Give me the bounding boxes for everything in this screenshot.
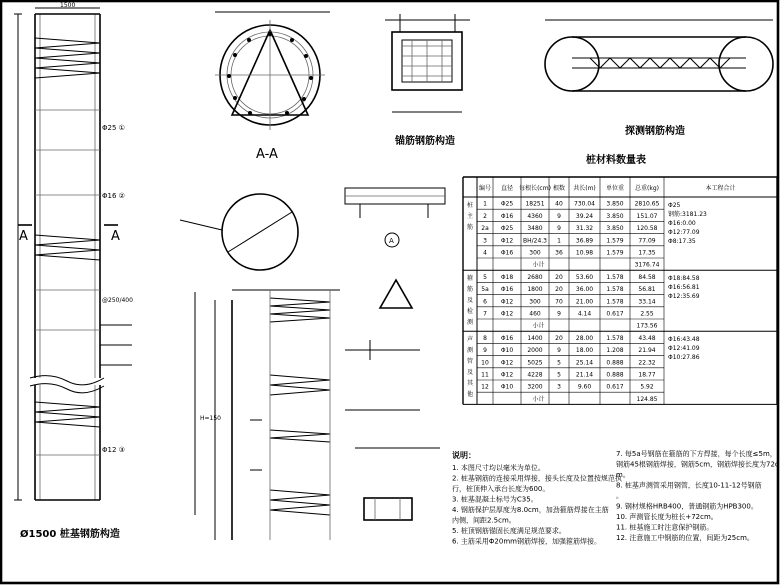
table-cell: 56.81 [638,286,656,294]
table-subtotal-label: 小计 [532,322,545,330]
table-cell: 3 [483,237,487,245]
table-cell: 2a [481,225,489,233]
table-cell: 5025 [527,359,543,367]
note-line: 1. 本图尺寸均以毫米为单位。 [452,464,545,472]
table-cell: 8 [483,334,487,342]
table-cell: 0.888 [606,359,624,367]
table-cell: 1.578 [606,334,624,342]
table-subtotal-value: 173.56 [636,322,658,330]
table-summary-text: Φ8:17.35 [668,238,696,245]
table-cell: 39.24 [575,212,594,220]
table-cell: 3.850 [606,212,624,220]
cut-a-left: A [19,229,28,244]
table-cell: 20 [555,286,563,294]
anchor-bar-drawing [385,14,470,112]
table-cell: 1 [483,200,487,208]
table-header-cell: 共长(m) [573,185,596,192]
table-cell: 0.617 [606,383,624,391]
table-summary-text: Φ18:84.58 [668,275,700,283]
dim-h-text: H=150 [200,415,221,422]
table-cell: 5a [481,286,489,294]
table-cell: 70 [555,298,563,306]
table-group-name: 及 [466,297,474,305]
table-cell: Φ12 [500,237,514,245]
pile-cage-elevation [14,2,133,500]
table-cell: 3480 [527,225,543,233]
table-cell: 1.578 [606,298,624,306]
table-summary-text: Φ10:27.86 [668,354,700,362]
table-cell: 21.94 [638,347,656,355]
table-header-cell: 根数 [552,185,566,192]
table-cell: 1400 [527,334,543,342]
table-cell: 18.00 [575,347,594,355]
note-line: 8. 桩基声测管采用钢管，长度10-11-12号钢筋 [616,481,762,490]
callout-bar-4: Φ12 ③ [102,446,125,454]
note-line: 7. 每5a号钢筋在箍筋的下方焊接，每个长度≤5m， [616,450,777,458]
table-cell: 5 [557,359,561,367]
table-cell: 3.850 [606,200,624,208]
table-cell: 2810.65 [634,200,660,208]
section-a-label: A [389,237,394,245]
table-group-name: 主 [466,213,474,220]
table-subtotal-label: 小计 [532,261,545,269]
callout-bar-2: Φ16 ② [102,192,125,200]
table-cell: Φ25 [500,225,514,233]
table-cell: 9 [557,347,561,355]
table-cell: 6 [483,298,487,306]
table-cell: Φ12 [500,371,514,379]
table-cell: Φ16 [500,286,514,294]
table-summary-text: Φ12:77.09 [668,229,700,236]
table-group-name: 检 [466,308,474,316]
table-cell: 21.14 [575,371,594,379]
table-group-name: 及 [466,369,474,377]
table-cell: 9.60 [577,383,592,391]
anchor-bar-title: 锚筋钢筋构造 [395,136,455,147]
table-cell: 9 [557,225,561,233]
table-cell: 1800 [527,286,543,294]
table-subtotal-value: 3176.74 [634,261,660,269]
table-group-name: 管 [466,358,474,366]
table-summary-text: Φ12:41.09 [668,345,700,353]
table-summary-text: Φ25 [668,202,681,209]
triangle-detail-drawing [345,280,440,520]
table-cell: Φ10 [500,347,514,355]
table-cell: Φ25 [500,200,514,208]
table-cell: 5.92 [640,383,654,391]
table-cell: 3 [557,383,561,391]
table-cell: 17.35 [638,249,656,257]
section-a-drawing [345,188,445,247]
table-cell: 9 [557,212,561,220]
table-summary-text: Φ12:35.69 [668,293,700,301]
callout-ring: @250/400 [102,297,133,304]
table-cell: Φ12 [500,359,514,367]
table-summary-text: 钢筋:3181.23 [668,211,707,218]
notes-list [452,449,779,547]
table-cell: 20 [555,273,563,281]
table-cell: Φ12 [500,310,514,318]
table-cell: 3.850 [606,225,624,233]
table-group-name: 筋 [466,224,474,231]
table-cell: 2680 [527,273,543,281]
table-cell: 22.32 [638,359,656,367]
sounding-tube-drawing [545,20,773,91]
table-header-cell: 总重(kg) [635,185,659,192]
table-cell: 151.07 [636,212,658,220]
table-cell: 1.578 [606,286,624,294]
table-cell: 25.14 [575,359,594,367]
note-line: 6. 主筋采用Φ20mm钢筋焊接，加强箍筋焊接。 [452,537,601,546]
materials-table-title: 桩材料数量表 [586,155,646,166]
materials-table [463,177,777,404]
section-aa-drawing [215,12,330,130]
table-cell: 36.00 [575,286,594,294]
table-cell: 300 [529,249,541,257]
table-cell: Φ10 [500,383,514,391]
table-cell: 1.208 [606,347,624,355]
table-cell: 84.58 [638,273,656,281]
table-cell: 730.04 [574,200,595,208]
note-line: 10. 声测管长度为桩长+72cm。 [616,513,718,521]
table-cell: 1 [557,237,561,245]
table-cell: Φ16 [500,334,514,342]
table-cell: 300 [529,298,541,306]
table-summary-text: Φ16:0.00 [668,220,696,227]
spiral-circle-drawing [180,194,298,515]
table-cell: 10 [481,359,489,367]
table-cell: 40 [555,200,563,208]
note-line: 2. 桩基钢筋的连接采用焊接，接头长度及位置按规范执 [452,474,622,483]
table-cell: Φ16 [500,212,514,220]
table-header-cell: 单位重 [605,185,625,192]
table-header-cell: 每根长(cm) [519,185,551,192]
table-cell: 77.09 [638,237,656,245]
section-aa-title: A-A [256,147,278,162]
dim-1500-text: 1500 [60,2,76,9]
table-cell: 1.578 [606,273,624,281]
table-cell: 12 [481,383,489,391]
table-header-cell: 编号 [478,185,492,192]
cut-a-right: A [111,229,120,244]
table-cell: 21.00 [575,298,594,306]
callout-bar-1: Φ25 ① [102,124,125,132]
table-group-name: 箍 [466,275,474,283]
table-cell: 10.98 [575,249,594,257]
table-cell: 5 [483,273,487,281]
table-cell: 53.60 [575,273,594,281]
table-cell: 36.89 [575,237,594,245]
note-line: 11. 桩基施工时注意保护钢筋。 [616,523,714,532]
table-cell: 18251 [525,200,545,208]
note-line: 内侧，间距2.5cm。 [452,516,516,525]
note-line: 。 [616,492,623,500]
table-header-cell: 本工程合计 [705,185,736,192]
table-group-name: 测 [466,319,474,327]
notes-heading: 说明： [452,451,476,460]
table-cell: 9 [557,310,561,318]
note-line: 钢筋45根钢筋焊接，钢筋5cm，钢筋焊接长度为72c [616,460,779,469]
table-cell: 11 [481,371,489,379]
table-cell: 2.55 [640,310,654,318]
table-cell: ВН/24.3 [522,237,548,245]
table-group-name: 筋 [466,286,474,294]
table-cell: 120.58 [636,225,658,233]
table-cell: 28.00 [575,334,594,342]
table-summary-text: Φ16:43.48 [668,336,700,344]
table-summary-text: Φ16:56.81 [668,284,700,292]
table-cell: 1.579 [606,237,624,245]
table-group-name: 测 [466,347,474,355]
table-cell: 460 [529,310,541,318]
hoop-profile-drawing [200,290,340,540]
note-line: m。 [616,471,630,479]
table-cell: 7 [483,310,487,318]
table-cell: 2000 [527,347,543,355]
table-cell: 4.14 [577,310,592,318]
table-group-name: 其 [466,380,474,388]
table-cell: 33.14 [638,298,656,306]
table-cell: 4228 [527,371,543,379]
table-cell: 0.617 [606,310,624,318]
table-group-name: 桩 [466,202,474,209]
table-cell: 9 [483,347,487,355]
note-line: 5. 桩顶钢筋锚固长度满足规范要求。 [452,527,566,535]
sounding-tube-title: 探测钢筋构造 [625,126,685,137]
table-cell: 31.32 [575,225,594,233]
table-cell: Φ16 [500,249,514,257]
note-line: 4. 钢筋保护层厚度为8.0cm，加劲箍筋焊接在主筋 [452,506,609,514]
table-cell: 1.579 [606,249,624,257]
table-cell: 4360 [527,212,543,220]
table-subtotal-label: 小计 [532,395,545,403]
table-subtotal-value: 124.85 [636,395,658,403]
table-cell: 5 [557,371,561,379]
table-cell: Φ18 [500,273,514,281]
table-cell: 3200 [527,383,543,391]
table-cell: 18.77 [638,371,656,379]
table-cell: 43.48 [638,334,656,342]
note-line: 行，桩顶伸入承台长度为600。 [452,485,550,493]
table-cell: 0.888 [606,371,624,379]
table-cell: 36 [555,249,563,257]
note-line: 3. 桩基混凝土标号为C35。 [452,495,538,504]
table-group-name: 他 [466,391,474,399]
note-line: 12. 注意施工中钢筋的位置，间距为25cm。 [616,534,754,542]
table-cell: Φ12 [500,298,514,306]
table-cell: 4 [483,249,487,257]
table-header-cell: 直径 [500,185,514,192]
table-cell: 2 [483,212,487,220]
note-line: 9. 钢材规格HRB400，普通钢筋为HPB300。 [616,502,758,511]
table-cell: 20 [555,334,563,342]
pile-cage-title: Ø1500 桩基钢筋构造 [20,529,120,540]
table-group-name: 声 [466,336,474,344]
